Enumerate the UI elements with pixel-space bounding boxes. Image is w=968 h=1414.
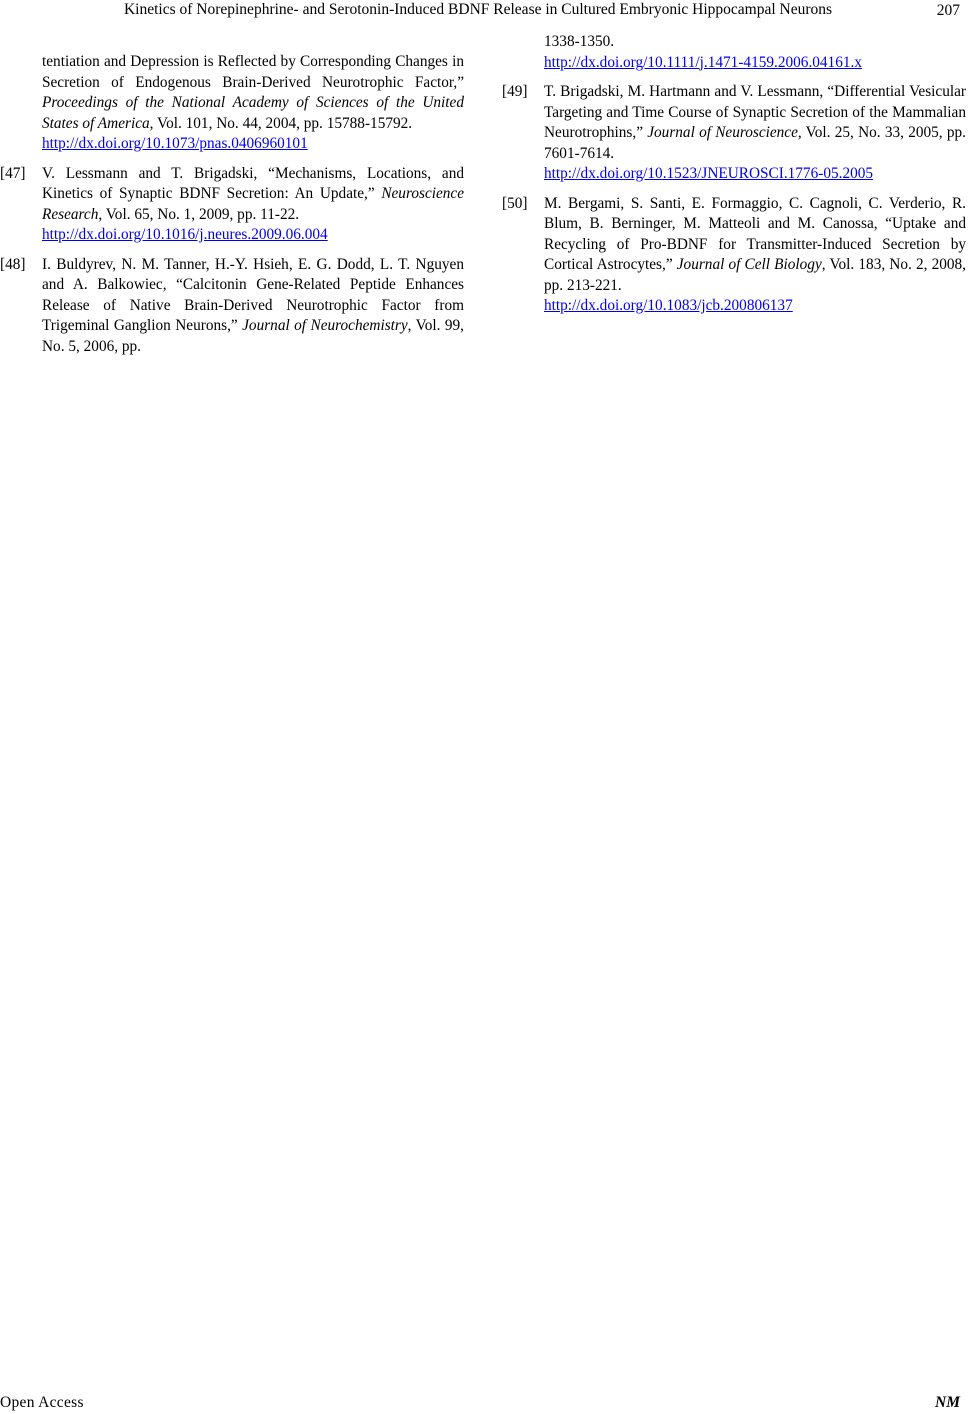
reference-body [42, 52, 464, 155]
journal-abbreviation: NM [935, 1394, 960, 1411]
reference-text: V. Lessmann and T. Brigadski, “Mechanisms, Locations, and Kinetics of Synaptic BDNF Secretion: An Update,” [42, 164, 464, 202]
open-access-label: Open Access [0, 1394, 84, 1411]
doi-link[interactable]: http://dx.doi.org/10.1083/jcb.200806137 [544, 297, 793, 314]
reference-text: , Vol. 25, No. 33, 2005, pp. 7601-7614. [544, 124, 966, 162]
doi-link[interactable]: http://dx.doi.org/10.1016/j.neures.2009.06.004 [42, 226, 328, 243]
reference-text: M. Bergami, S. Santi, E. Formaggio, C. Cagnoli, C. Verderio, R. Blum, B. Berninger, M. Matteoli and M. Canossa, “Uptake and Recycling of Pro-BDNF for Transmitter-Induced Secretion by Cortical Astrocytes,” [544, 194, 966, 273]
reference-continuation [0, 52, 464, 155]
reference-text: , Vol. 183, No. 2, 2008, pp. 213-221. [544, 256, 967, 294]
left-column [0, 52, 464, 366]
journal-name: Proceedings of the National Academy of Sciences of the United States of America [42, 94, 464, 132]
reference-48 [0, 255, 464, 358]
doi-link[interactable]: http://dx.doi.org/10.1111/j.1471-4159.2006.04161.x [544, 53, 862, 71]
reference-50 [502, 194, 966, 317]
reference-text: , Vol. 101, No. 44, 2004, pp. 15788-15792. [149, 114, 413, 132]
reference-body [544, 194, 966, 317]
reference-body [42, 255, 464, 358]
reference-49 [502, 82, 966, 185]
reference-47 [0, 164, 464, 246]
journal-name: Journal of Neuroscience [647, 124, 798, 141]
reference-text: 1338-1350. [544, 33, 615, 50]
doi-link[interactable]: http://dx.doi.org/10.1523/JNEUROSCI.1776-05.2005 [544, 165, 874, 182]
reference-text: , Vol. 99, No. 5, 2006, pp. [42, 317, 464, 355]
reference-text: I. Buldyrev, N. M. Tanner, H.-Y. Hsieh, E. G. Dodd, L. T. Nguyen and A. Balkowiec, “Calcitonin Gene-Related Peptide Enhances Release of Native Brain-Derived Neurotrophic Factor from Trigeminal Ganglion Neurons,” [42, 255, 464, 334]
reference-number: [47] [0, 164, 26, 182]
reference-number: [49] [502, 83, 528, 100]
page-number: 207 [936, 2, 960, 19]
doi-link[interactable]: http://dx.doi.org/10.1073/pnas.0406960101 [42, 135, 308, 152]
reference-body [42, 164, 464, 246]
journal-name: Neuroscience Research [42, 185, 464, 223]
reference-text: T. Brigadski, M. Hartmann and V. Lessmann, “Differential Vesicular Targeting and Time Course of Synaptic Secretion of the Mammalian Neurotrophins,” [544, 83, 966, 141]
reference-continuation [502, 32, 966, 73]
journal-name: Journal of Cell Biology [676, 256, 822, 273]
journal-name: Journal of Neurochemistry [242, 317, 408, 334]
reference-body [544, 32, 966, 73]
reference-text: , Vol. 65, No. 1, 2009, pp. 11-22. [98, 205, 300, 223]
reference-body [544, 82, 966, 185]
reference-number: [50] [502, 194, 528, 212]
running-title: Kinetics of Norepinephrine- and Serotonin-Induced BDNF Release in Cultured Embryonic Hippocampal Neurons [123, 1, 833, 18]
reference-number: [48] [0, 255, 26, 273]
reference-text: tentiation and Depression is Reflected by Corresponding Changes in Secretion of Endogenous Brain-Derived Neurotrophic Factor,” [42, 53, 464, 91]
right-column [502, 32, 966, 326]
